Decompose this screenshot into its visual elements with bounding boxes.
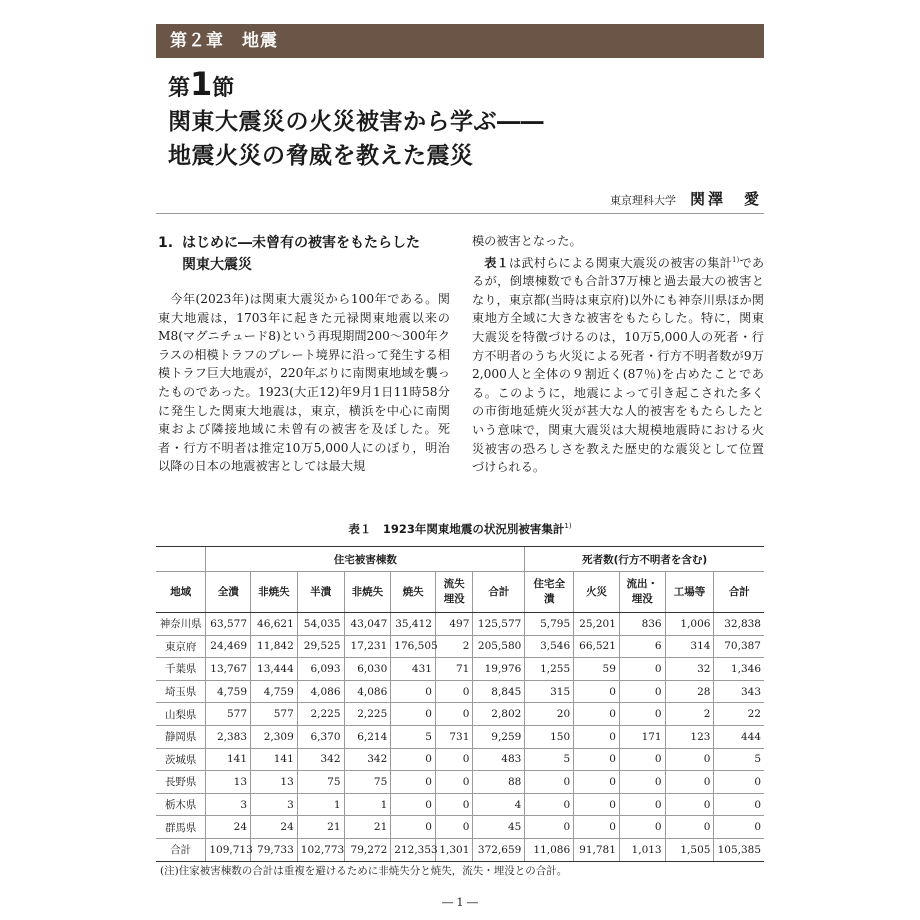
table-cell: 2 — [665, 703, 714, 726]
left-column — [158, 232, 450, 476]
left-column-paragraph: 今年(2023年)は関東大震災から100年である。関東大地震は，1703年に起きた元禄関東地震以来のM8(マグニチュード8)という再現期間200～300年クラスの相模トラフのプレート境界に沿って発生する相模トラフ巨大地震が，220年ぶりに南関東地域を襲ったものであった。1923(大正12)年9月1日11時58分に発生した関東大地震は，東京，横浜を中心に南関東および隣接地域に未曾有の被害を及ぼした。死者・行方不明者は推定10万5,000人にのぼり，明治以降の日本の地震被害としては最大規 — [158, 292, 450, 474]
table-cell: 150 — [525, 725, 574, 748]
header-housing-col: 全潰 — [206, 572, 251, 613]
title-divider — [156, 213, 764, 214]
table-cell: 3 — [251, 793, 298, 816]
title-line-1: 関東大震災の火災被害から学ぶ―― — [168, 109, 544, 135]
table-cell: 91,781 — [574, 838, 620, 861]
table-cell: 431 — [391, 658, 436, 681]
table-row — [156, 793, 764, 816]
table-cell: 1 — [297, 793, 344, 816]
table-cell: 4,759 — [251, 680, 298, 703]
row-region: 東京府 — [156, 635, 206, 658]
table-cell: 88 — [473, 771, 525, 794]
table-cell: 0 — [391, 816, 436, 839]
table-cell: 25,201 — [574, 613, 620, 636]
table-cell: 1,255 — [525, 658, 574, 681]
table-cell: 2,225 — [297, 703, 344, 726]
table-row — [156, 613, 764, 636]
table-cell: 21 — [344, 816, 391, 839]
table-cell: 0 — [619, 771, 665, 794]
header-region: 地域 — [156, 572, 206, 613]
header-deaths-col: 住宅全潰 — [525, 572, 574, 613]
table-cell: 0 — [665, 793, 714, 816]
table-cell: 0 — [391, 703, 436, 726]
row-region: 神奈川県 — [156, 613, 206, 636]
table-cell: 24 — [251, 816, 298, 839]
table-cell: 0 — [574, 771, 620, 794]
table-cell: 0 — [391, 748, 436, 771]
table-cell: 0 — [619, 816, 665, 839]
table-note: (注)住家被害棟数の合計は重複を避けるために非焼失分と焼失，流失・埋没との合計。 — [160, 865, 568, 877]
table-cell: 24 — [206, 816, 251, 839]
table-cell: 0 — [525, 793, 574, 816]
table-cell: 314 — [665, 635, 714, 658]
table-cell: 75 — [297, 771, 344, 794]
table-cell: 342 — [297, 748, 344, 771]
header-housing: 住宅被害棟数 — [206, 547, 525, 572]
table-cell: 28 — [665, 680, 714, 703]
table-cell: 0 — [391, 793, 436, 816]
header-housing-col: 合計 — [473, 572, 525, 613]
table-cell: 102,773 — [297, 838, 344, 861]
title-line-2: 地震火災の脅威を教えた震災 — [168, 143, 474, 169]
table-cell: 0 — [574, 703, 620, 726]
table-cell: 2,802 — [473, 703, 525, 726]
table-cell: 5 — [714, 748, 764, 771]
table-cell: 0 — [391, 771, 436, 794]
table-cell: 176,505 — [391, 635, 436, 658]
table-cell: 79,272 — [344, 838, 391, 861]
table-row — [156, 680, 764, 703]
table-cell: 5 — [391, 725, 436, 748]
table-cell: 343 — [714, 680, 764, 703]
table-row — [156, 771, 764, 794]
table-cell: 46,621 — [251, 613, 298, 636]
table-cell: 4,086 — [344, 680, 391, 703]
table-cell: 66,521 — [574, 635, 620, 658]
author-name: 関澤 愛 — [689, 190, 762, 208]
table-cell: 205,580 — [473, 635, 525, 658]
table-cell: 0 — [435, 680, 472, 703]
table-cell: 0 — [435, 816, 472, 839]
table-cell: 19,976 — [473, 658, 525, 681]
table-cell: 0 — [714, 793, 764, 816]
right-column — [472, 232, 764, 477]
table-row — [156, 838, 764, 861]
table-cell: 0 — [619, 703, 665, 726]
damage-table — [156, 546, 764, 862]
chapter-header: 第２章 地震 — [156, 24, 764, 58]
table-cell: 0 — [435, 771, 472, 794]
table-cell: 125,577 — [473, 613, 525, 636]
table-cell: 13 — [206, 771, 251, 794]
corner-cell — [156, 547, 206, 572]
row-region: 山梨県 — [156, 703, 206, 726]
table-cell: 3 — [206, 793, 251, 816]
table-cell: 43,047 — [344, 613, 391, 636]
table-cell: 13,767 — [206, 658, 251, 681]
header-deaths-col: 合計 — [714, 572, 764, 613]
section-heading: 1. はじめに―未曾有の被害をもたらした 関東大震災 — [158, 235, 420, 273]
table-cell: 63,577 — [206, 613, 251, 636]
row-region: 合計 — [156, 838, 206, 861]
table-cell: 123 — [665, 725, 714, 748]
table-cell: 0 — [619, 680, 665, 703]
table-cell: 11,842 — [251, 635, 298, 658]
table-cell: 6,093 — [297, 658, 344, 681]
table-cell: 22 — [714, 703, 764, 726]
table-cell: 4 — [473, 793, 525, 816]
table-cell: 0 — [619, 748, 665, 771]
table-cell: 497 — [435, 613, 472, 636]
table-cell: 3,546 — [525, 635, 574, 658]
header-deaths: 死者数(行方不明者を含む) — [525, 547, 764, 572]
table-cell: 171 — [619, 725, 665, 748]
table-row — [156, 725, 764, 748]
table-cell: 212,353 — [391, 838, 436, 861]
table-cell: 0 — [574, 793, 620, 816]
table-row — [156, 635, 764, 658]
table-cell: 105,385 — [714, 838, 764, 861]
table-row — [156, 748, 764, 771]
header-housing-col: 流失 埋没 — [435, 572, 472, 613]
table-cell: 0 — [665, 748, 714, 771]
row-region: 静岡県 — [156, 725, 206, 748]
table-cell: 0 — [435, 748, 472, 771]
table-cell: 29,525 — [297, 635, 344, 658]
table-cell: 372,659 — [473, 838, 525, 861]
header-deaths-col: 流出・ 埋没 — [619, 572, 665, 613]
section-number: 第1節 — [168, 65, 235, 103]
table-cell: 0 — [435, 703, 472, 726]
table-cell: 4,086 — [297, 680, 344, 703]
header-housing-col: 半潰 — [297, 572, 344, 613]
row-region: 埼玉県 — [156, 680, 206, 703]
table-cell: 5 — [525, 748, 574, 771]
table-cell: 342 — [344, 748, 391, 771]
table-cell: 315 — [525, 680, 574, 703]
header-housing-col: 非焼失 — [251, 572, 298, 613]
table-cell: 11,086 — [525, 838, 574, 861]
right-column-paragraph: 表１は武村らによる関東大震災の被害の集計$^{1)}$であるが，倒壊棟数でも合計37万棟と過去最大の被害となり，東京都(当時は東京府)以外にも神奈川県ほか関東地方全域に大きな被害をもたらした。特に，関東大震災を特徴づけるのは，10万5,000人の死者・行方不明者のうち火災による死者・行方不明者数が9万2,000人と全体の９割近く(87％)を占めたことである。このように，地震によって引き起こされた多くの市街地延焼火災が甚大な人的被害をもたらしたという意味で，関東大震災は大規模地震時における火災被害の恐ろしさを教えた歴史的な震災として位置づけられる。 — [472, 255, 765, 475]
author-line — [610, 188, 762, 209]
table-cell: 9,259 — [473, 725, 525, 748]
table-cell: 0 — [435, 793, 472, 816]
row-region: 千葉県 — [156, 658, 206, 681]
right-column-continuation: 模の被害となった。 — [472, 234, 582, 248]
table-cell: 1,301 — [435, 838, 472, 861]
table-cell: 4,759 — [206, 680, 251, 703]
table-cell: 21 — [297, 816, 344, 839]
section-title — [168, 65, 768, 173]
table-cell: 0 — [525, 771, 574, 794]
table-cell: 6 — [619, 635, 665, 658]
table-cell: 59 — [574, 658, 620, 681]
table-cell: 17,231 — [344, 635, 391, 658]
page-number: ― 1 ― — [442, 896, 478, 909]
table-cell: 836 — [619, 613, 665, 636]
table-cell: 20 — [525, 703, 574, 726]
table-cell: 1,505 — [665, 838, 714, 861]
row-region: 茨城県 — [156, 748, 206, 771]
table-cell: 1,013 — [619, 838, 665, 861]
table-cell: 0 — [619, 793, 665, 816]
row-region: 群馬県 — [156, 816, 206, 839]
table-cell: 577 — [206, 703, 251, 726]
table-cell: 70,387 — [714, 635, 764, 658]
header-deaths-col: 工場等 — [665, 572, 714, 613]
table-cell: 2 — [435, 635, 472, 658]
header-deaths-col: 火災 — [574, 572, 620, 613]
table-cell: 32 — [665, 658, 714, 681]
table-cell: 0 — [574, 725, 620, 748]
table-cell: 79,733 — [251, 838, 298, 861]
table-row — [156, 703, 764, 726]
table-cell: 54,035 — [297, 613, 344, 636]
table-cell: 2,225 — [344, 703, 391, 726]
table-cell: 1,346 — [714, 658, 764, 681]
row-region: 栃木県 — [156, 793, 206, 816]
table-cell: 2,309 — [251, 725, 298, 748]
table-cell: 0 — [391, 680, 436, 703]
table-cell: 2,383 — [206, 725, 251, 748]
table-row — [156, 816, 764, 839]
table-cell: 6,370 — [297, 725, 344, 748]
table-cell: 0 — [574, 680, 620, 703]
table-cell: 71 — [435, 658, 472, 681]
table-cell: 444 — [714, 725, 764, 748]
table-cell: 731 — [435, 725, 472, 748]
table-cell: 109,713 — [206, 838, 251, 861]
table-caption: 表１ 1923年関東地震の状況別被害集計$^{1)}$ — [348, 522, 572, 536]
table-cell: 0 — [619, 658, 665, 681]
table-cell: 483 — [473, 748, 525, 771]
table-cell: 1 — [344, 793, 391, 816]
table-cell: 1,006 — [665, 613, 714, 636]
table-cell: 0 — [574, 748, 620, 771]
table-cell: 6,214 — [344, 725, 391, 748]
table-cell: 141 — [251, 748, 298, 771]
table-cell: 141 — [206, 748, 251, 771]
table-cell: 6,030 — [344, 658, 391, 681]
table-cell: 45 — [473, 816, 525, 839]
table-cell: 577 — [251, 703, 298, 726]
header-housing-col: 非焼失 — [344, 572, 391, 613]
table-cell: 75 — [344, 771, 391, 794]
table-cell: 0 — [714, 771, 764, 794]
table-cell: 0 — [665, 816, 714, 839]
table-cell: 0 — [525, 816, 574, 839]
table-cell: 13 — [251, 771, 298, 794]
table-cell: 24,469 — [206, 635, 251, 658]
table-row — [156, 658, 764, 681]
author-affiliation: 東京理科大学 — [609, 194, 676, 207]
table-cell: 13,444 — [251, 658, 298, 681]
row-region: 長野県 — [156, 771, 206, 794]
table-cell: 35,412 — [391, 613, 436, 636]
table-cell: 0 — [665, 771, 714, 794]
table-cell: 8,845 — [473, 680, 525, 703]
table-cell: 32,838 — [714, 613, 764, 636]
table-cell: 0 — [714, 816, 764, 839]
table-cell: 0 — [574, 816, 620, 839]
header-housing-col: 焼失 — [391, 572, 436, 613]
table-cell: 5,795 — [525, 613, 574, 636]
